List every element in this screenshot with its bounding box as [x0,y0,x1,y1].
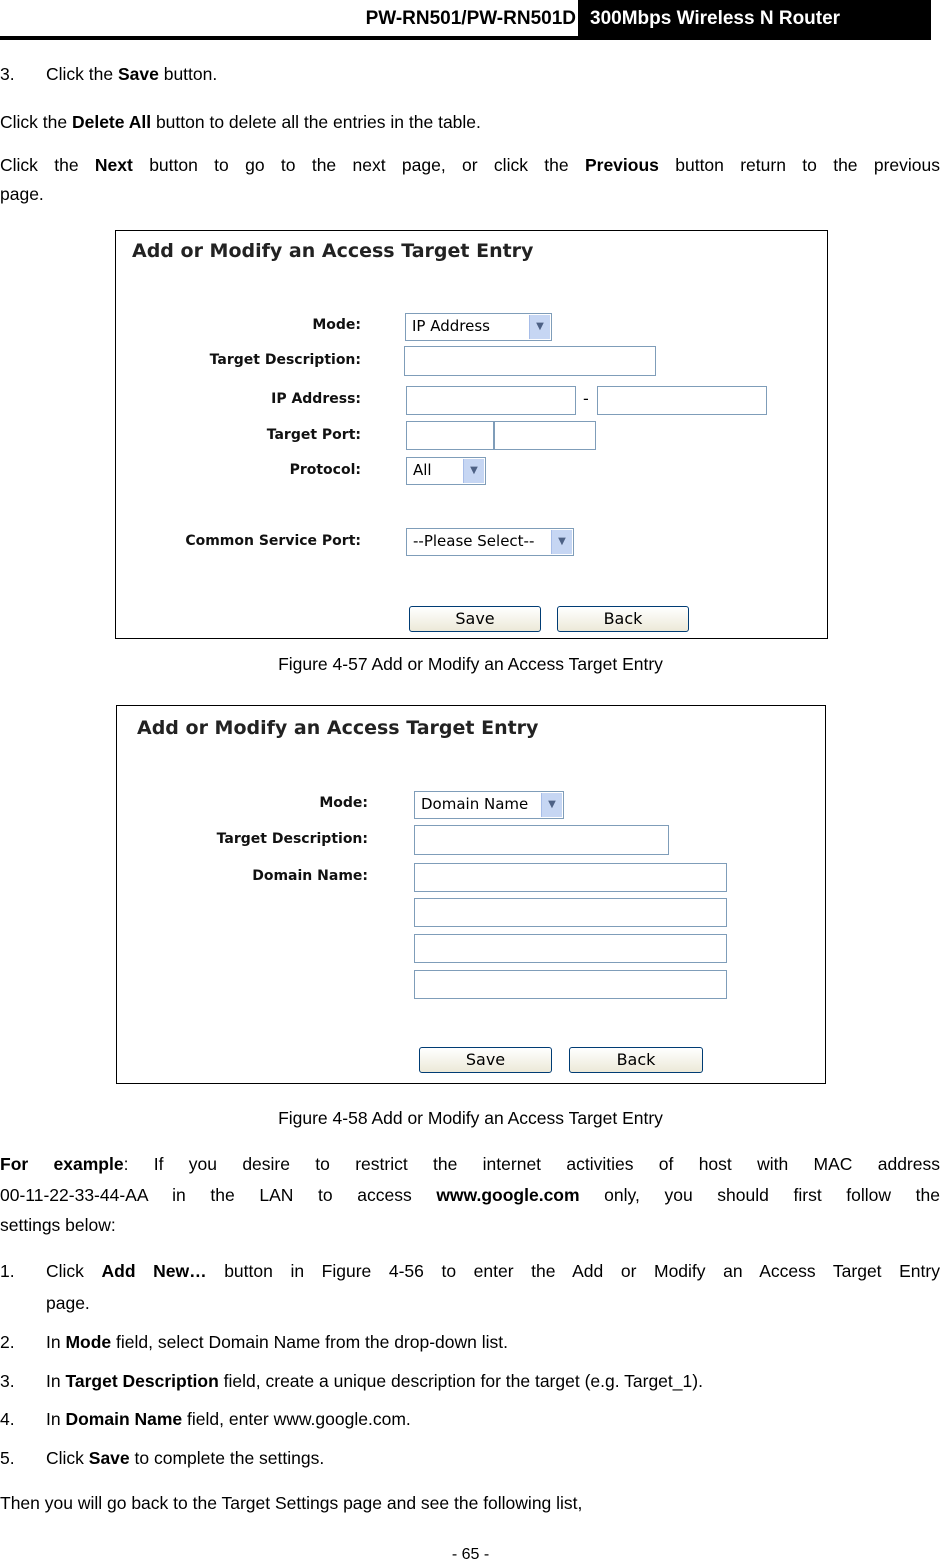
para-delete [0,108,940,137]
step-4-bold: Domain Name [65,1409,183,1429]
target-description-input[interactable] [414,825,669,855]
para-save-pre: Click the [46,64,118,84]
step-5-pre: Click [46,1448,89,1468]
example-bold: For example [0,1154,124,1174]
para-next-post1: button return to the previous [658,155,941,175]
figure-caption-2: Figure 4-58 Add or Modify an Access Target Entry [278,1108,663,1128]
example-line2-pre: 00-11-22-33-44-AA in the LAN to access [0,1185,437,1205]
common-service-port-value: --Please Select-- [413,532,535,550]
target-port-end-input[interactable] [494,421,596,450]
step-4-post: field, enter www.google.com. [182,1409,411,1429]
header-title: 300Mbps Wireless N Router [578,0,931,36]
example-line1-text: : If you desire to restrict the internet activities of host with MAC address [123,1154,940,1174]
domain-name-input-4[interactable] [414,970,727,999]
ip-address-start-input[interactable] [406,386,576,415]
mode-select-value: Domain Name [421,795,529,813]
domain-name-input-3[interactable] [414,934,727,963]
figure-title: Add or Modify an Access Target Entry [132,240,534,262]
step-1-bold: Add New… [101,1261,207,1281]
example-line-3: settings below: [0,1215,116,1235]
step-3-pre: In [46,1371,66,1391]
step-4-num: 4. [0,1409,15,1429]
chevron-down-icon[interactable]: ▼ [541,793,562,817]
mode-label: Mode: [312,317,361,333]
para-next-pre: Click the [0,155,95,175]
mode-select-value: IP Address [412,317,490,335]
mode-select[interactable] [405,313,552,341]
example-line2-bold: www.google.com [436,1185,580,1205]
para-save-num: 3. [0,64,15,84]
step-1-pre: Click [46,1261,102,1281]
chevron-down-icon[interactable]: ▼ [463,459,484,483]
save-button[interactable]: Save [409,606,541,632]
chevron-down-icon[interactable]: ▼ [529,315,550,339]
target-description-label: Target Description: [209,352,361,368]
save-button[interactable]: Save [419,1047,552,1073]
step-5-post: to complete the settings. [129,1448,325,1468]
step-2-bold: Mode [65,1332,112,1352]
example-line2-post: only, you should first follow the [579,1185,940,1205]
common-service-port-label: Common Service Port: [185,533,361,549]
para-next-bold1: Next [94,155,133,175]
figure-domain-name [116,705,826,1084]
step-5-num: 5. [0,1448,15,1468]
para-delete-pre: Click the [0,112,72,132]
step-3-bold: Target Description [65,1371,219,1391]
mode-label: Mode: [319,795,368,811]
step-1-num: 1. [0,1261,15,1281]
target-port-start-input[interactable] [406,421,494,450]
figure-caption-1: Figure 4-57 Add or Modify an Access Target Entry [278,654,663,674]
mode-select[interactable] [414,791,564,819]
figure-ip-address [115,230,828,639]
para-save-bold: Save [117,64,159,84]
domain-name-input-1[interactable] [414,863,727,892]
page-number: - 65 - [451,1546,490,1563]
step-3-num: 3. [0,1371,15,1391]
ip-address-label: IP Address: [271,391,361,407]
protocol-label: Protocol: [289,462,361,478]
domain-name-label: Domain Name: [252,868,368,884]
figure-title: Add or Modify an Access Target Entry [137,717,539,739]
target-description-input[interactable] [404,346,656,376]
back-button[interactable]: Back [557,606,689,632]
target-port-label: Target Port: [266,427,361,443]
step-4-pre: In [46,1409,66,1429]
target-description-label: Target Description: [216,831,368,847]
header-rule [0,36,931,40]
ip-address-end-input[interactable] [597,386,767,415]
para-save-post: button. [158,64,218,84]
para-delete-bold: Delete All [71,112,152,132]
chevron-down-icon[interactable]: ▼ [551,530,572,554]
step-1-post: button in Figure 4-56 to enter the Add or Modify an Access Target Entry [206,1261,940,1281]
example-line-2 [0,1181,940,1210]
header-model: PW-RN501/PW-RN501D [365,8,576,29]
protocol-select[interactable] [406,457,486,485]
para-next-cont: page. [0,184,44,204]
para-next-mid: button to go to the next page, or click the [132,155,585,175]
step-1-cont-text: page. [46,1293,90,1313]
step-2-pre: In [46,1332,66,1352]
domain-name-input-2[interactable] [414,898,727,927]
step-2-num: 2. [0,1332,15,1352]
common-service-port-select[interactable] [406,528,574,556]
back-button[interactable]: Back [569,1047,703,1073]
page-header [0,0,941,42]
para-next-bold2: Previous [584,155,659,175]
step-2-post: field, select Domain Name from the drop-down list. [111,1332,508,1352]
step-5-bold: Save [88,1448,130,1468]
para-delete-post: button to delete all the entries in the table. [151,112,481,132]
example-line-1 [0,1150,940,1179]
protocol-select-value: All [413,461,432,479]
closing-text: Then you will go back to the Target Settings page and see the following list, [0,1493,583,1513]
para-next [0,151,940,180]
ip-range-dash: - [583,389,589,408]
step-3-post: field, create a unique description for the target (e.g. Target_1). [218,1371,703,1391]
